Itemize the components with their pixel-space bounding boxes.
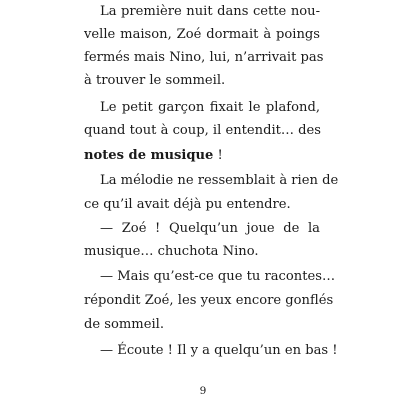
text-line — [84, 145, 320, 167]
text-line: musique… chuchota Nino. — [84, 244, 259, 259]
text-line: — Zoé ! Quelqu’un joue de la — [100, 221, 320, 236]
text-line: — Mais qu’est-ce que tu racontes… — [100, 269, 336, 284]
text-line: fermés mais Nino, lui, n’arrivait pas — [84, 50, 324, 65]
book-page — [84, 0, 339, 406]
text-line: Le petit garçon fixait le plafond, — [100, 100, 320, 115]
text-line: velle maison, Zoé dormait à poings — [84, 27, 320, 42]
text-fragment: ! — [213, 148, 223, 163]
text-line: ce qu’il avait déjà pu entendre. — [84, 197, 291, 212]
text-line: de sommeil. — [84, 317, 165, 332]
text-line: La première nuit dans cette nou- — [100, 4, 320, 19]
bold-phrase: notes de musique — [84, 148, 214, 163]
text-line: La mélodie ne ressemblait à rien de — [100, 173, 339, 188]
page-number: 9 — [199, 385, 207, 397]
text-line: répondit Zoé, les yeux encore gonflés — [84, 293, 334, 308]
text-line: — Écoute ! Il y a quelqu’un en bas ! — [100, 343, 338, 358]
text-line: à trouver le sommeil. — [84, 73, 226, 88]
text-line: quand tout à coup, il entendit… des — [84, 123, 322, 138]
